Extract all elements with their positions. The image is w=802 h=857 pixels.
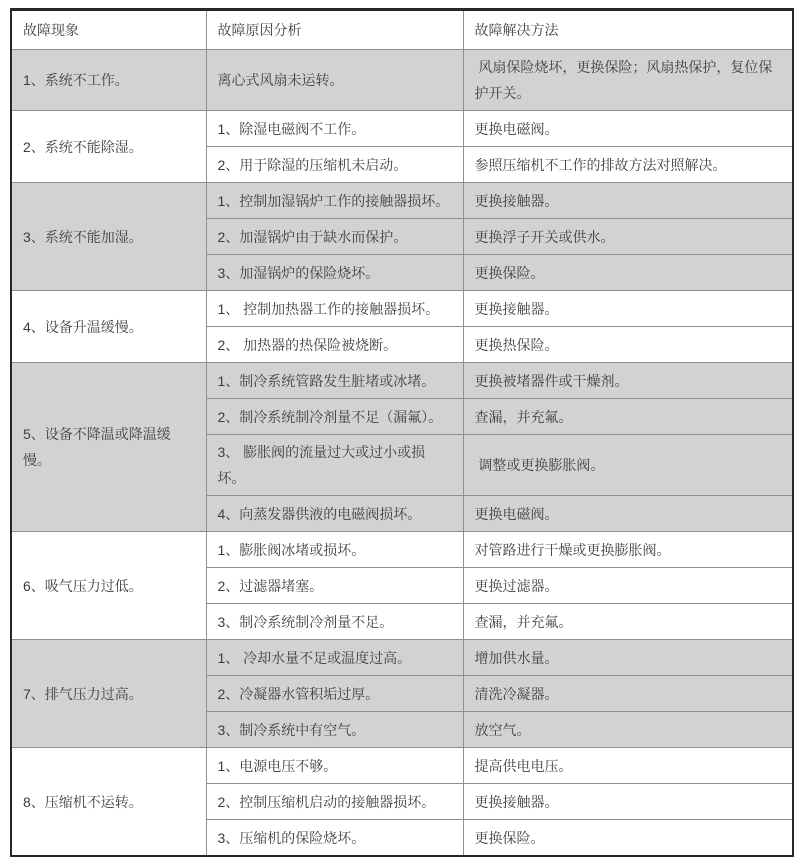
- phenomenon-cell: 8、压缩机不运转。: [11, 748, 206, 857]
- cause-cell: 4、向蒸发器供液的电磁阀损坏。: [206, 496, 463, 532]
- fault-row: [11, 111, 793, 147]
- phenomenon-cell: 3、系统不能加湿。: [11, 183, 206, 291]
- cause-cell: 1、膨胀阀冰堵或损坏。: [206, 532, 463, 568]
- solution-cell: 更换电磁阀。: [463, 496, 793, 532]
- header-row: [11, 10, 793, 50]
- fault-row: [11, 50, 793, 111]
- solution-cell: 更换接触器。: [463, 291, 793, 327]
- cause-cell: 3、制冷系统中有空气。: [206, 712, 463, 748]
- troubleshooting-table: [10, 8, 794, 857]
- fault-row: [11, 291, 793, 327]
- cause-cell: 1、 控制加热器工作的接触器损坏。: [206, 291, 463, 327]
- fault-row: [11, 363, 793, 399]
- table-body: [11, 50, 793, 857]
- troubleshooting-table-container: [10, 8, 794, 857]
- solution-cell: 查漏，并充氟。: [463, 399, 793, 435]
- cause-cell: 1、电源电压不够。: [206, 748, 463, 784]
- fault-row: [11, 183, 793, 219]
- cause-cell: 2、过滤器堵塞。: [206, 568, 463, 604]
- cause-cell: 1、 冷却水量不足或温度过高。: [206, 640, 463, 676]
- fault-row: [11, 640, 793, 676]
- cause-cell: 2、用于除湿的压缩机未启动。: [206, 147, 463, 183]
- solution-cell: 更换热保险。: [463, 327, 793, 363]
- cause-cell: 1、制冷系统管路发生脏堵或冰堵。: [206, 363, 463, 399]
- cause-cell: 2、控制压缩机启动的接触器损坏。: [206, 784, 463, 820]
- solution-cell: 增加供水量。: [463, 640, 793, 676]
- solution-cell: 更换保险。: [463, 820, 793, 857]
- cause-cell: 离心式风扇未运转。: [206, 50, 463, 111]
- cause-cell: 2、冷凝器水管积垢过厚。: [206, 676, 463, 712]
- cause-cell: 2、 加热器的热保险被烧断。: [206, 327, 463, 363]
- solution-cell: 更换电磁阀。: [463, 111, 793, 147]
- cause-cell: 3、制冷系统制冷剂量不足。: [206, 604, 463, 640]
- phenomenon-cell: 2、系统不能除湿。: [11, 111, 206, 183]
- solution-cell: 更换保险。: [463, 255, 793, 291]
- fault-row: [11, 748, 793, 784]
- phenomenon-cell: 5、设备不降温或降温缓慢。: [11, 363, 206, 532]
- cause-cell: 1、控制加湿锅炉工作的接触器损坏。: [206, 183, 463, 219]
- cause-cell: 3、加湿锅炉的保险烧坏。: [206, 255, 463, 291]
- solution-cell: 放空气。: [463, 712, 793, 748]
- phenomenon-cell: 7、排气压力过高。: [11, 640, 206, 748]
- fault-row: [11, 532, 793, 568]
- solution-cell: 提高供电电压。: [463, 748, 793, 784]
- header-cell-cause: 故障原因分析: [206, 10, 463, 50]
- solution-cell: 调整或更换膨胀阀。: [463, 435, 793, 496]
- solution-cell: 更换浮子开关或供水。: [463, 219, 793, 255]
- header-cell-phenomenon: 故障现象: [11, 10, 206, 50]
- phenomenon-cell: 4、设备升温缓慢。: [11, 291, 206, 363]
- header-cell-solution: 故障解决方法: [463, 10, 793, 50]
- phenomenon-cell: 6、吸气压力过低。: [11, 532, 206, 640]
- cause-cell: 3、压缩机的保险烧坏。: [206, 820, 463, 857]
- cause-cell: 2、制冷系统制冷剂量不足（漏氟）。: [206, 399, 463, 435]
- solution-cell: 参照压缩机不工作的排故方法对照解决。: [463, 147, 793, 183]
- solution-cell: 风扇保险烧坏，更换保险；风扇热保护，复位保护开关。: [463, 50, 793, 111]
- solution-cell: 更换接触器。: [463, 183, 793, 219]
- solution-cell: 更换接触器。: [463, 784, 793, 820]
- phenomenon-cell: 1、系统不工作。: [11, 50, 206, 111]
- solution-cell: 查漏，并充氟。: [463, 604, 793, 640]
- cause-cell: 3、 膨胀阀的流量过大或过小或损坏。: [206, 435, 463, 496]
- solution-cell: 对管路进行干燥或更换膨胀阀。: [463, 532, 793, 568]
- solution-cell: 更换被堵器件或干燥剂。: [463, 363, 793, 399]
- solution-cell: 清洗冷凝器。: [463, 676, 793, 712]
- cause-cell: 2、加湿锅炉由于缺水而保护。: [206, 219, 463, 255]
- solution-cell: 更换过滤器。: [463, 568, 793, 604]
- table-header: [11, 10, 793, 50]
- cause-cell: 1、除湿电磁阀不工作。: [206, 111, 463, 147]
